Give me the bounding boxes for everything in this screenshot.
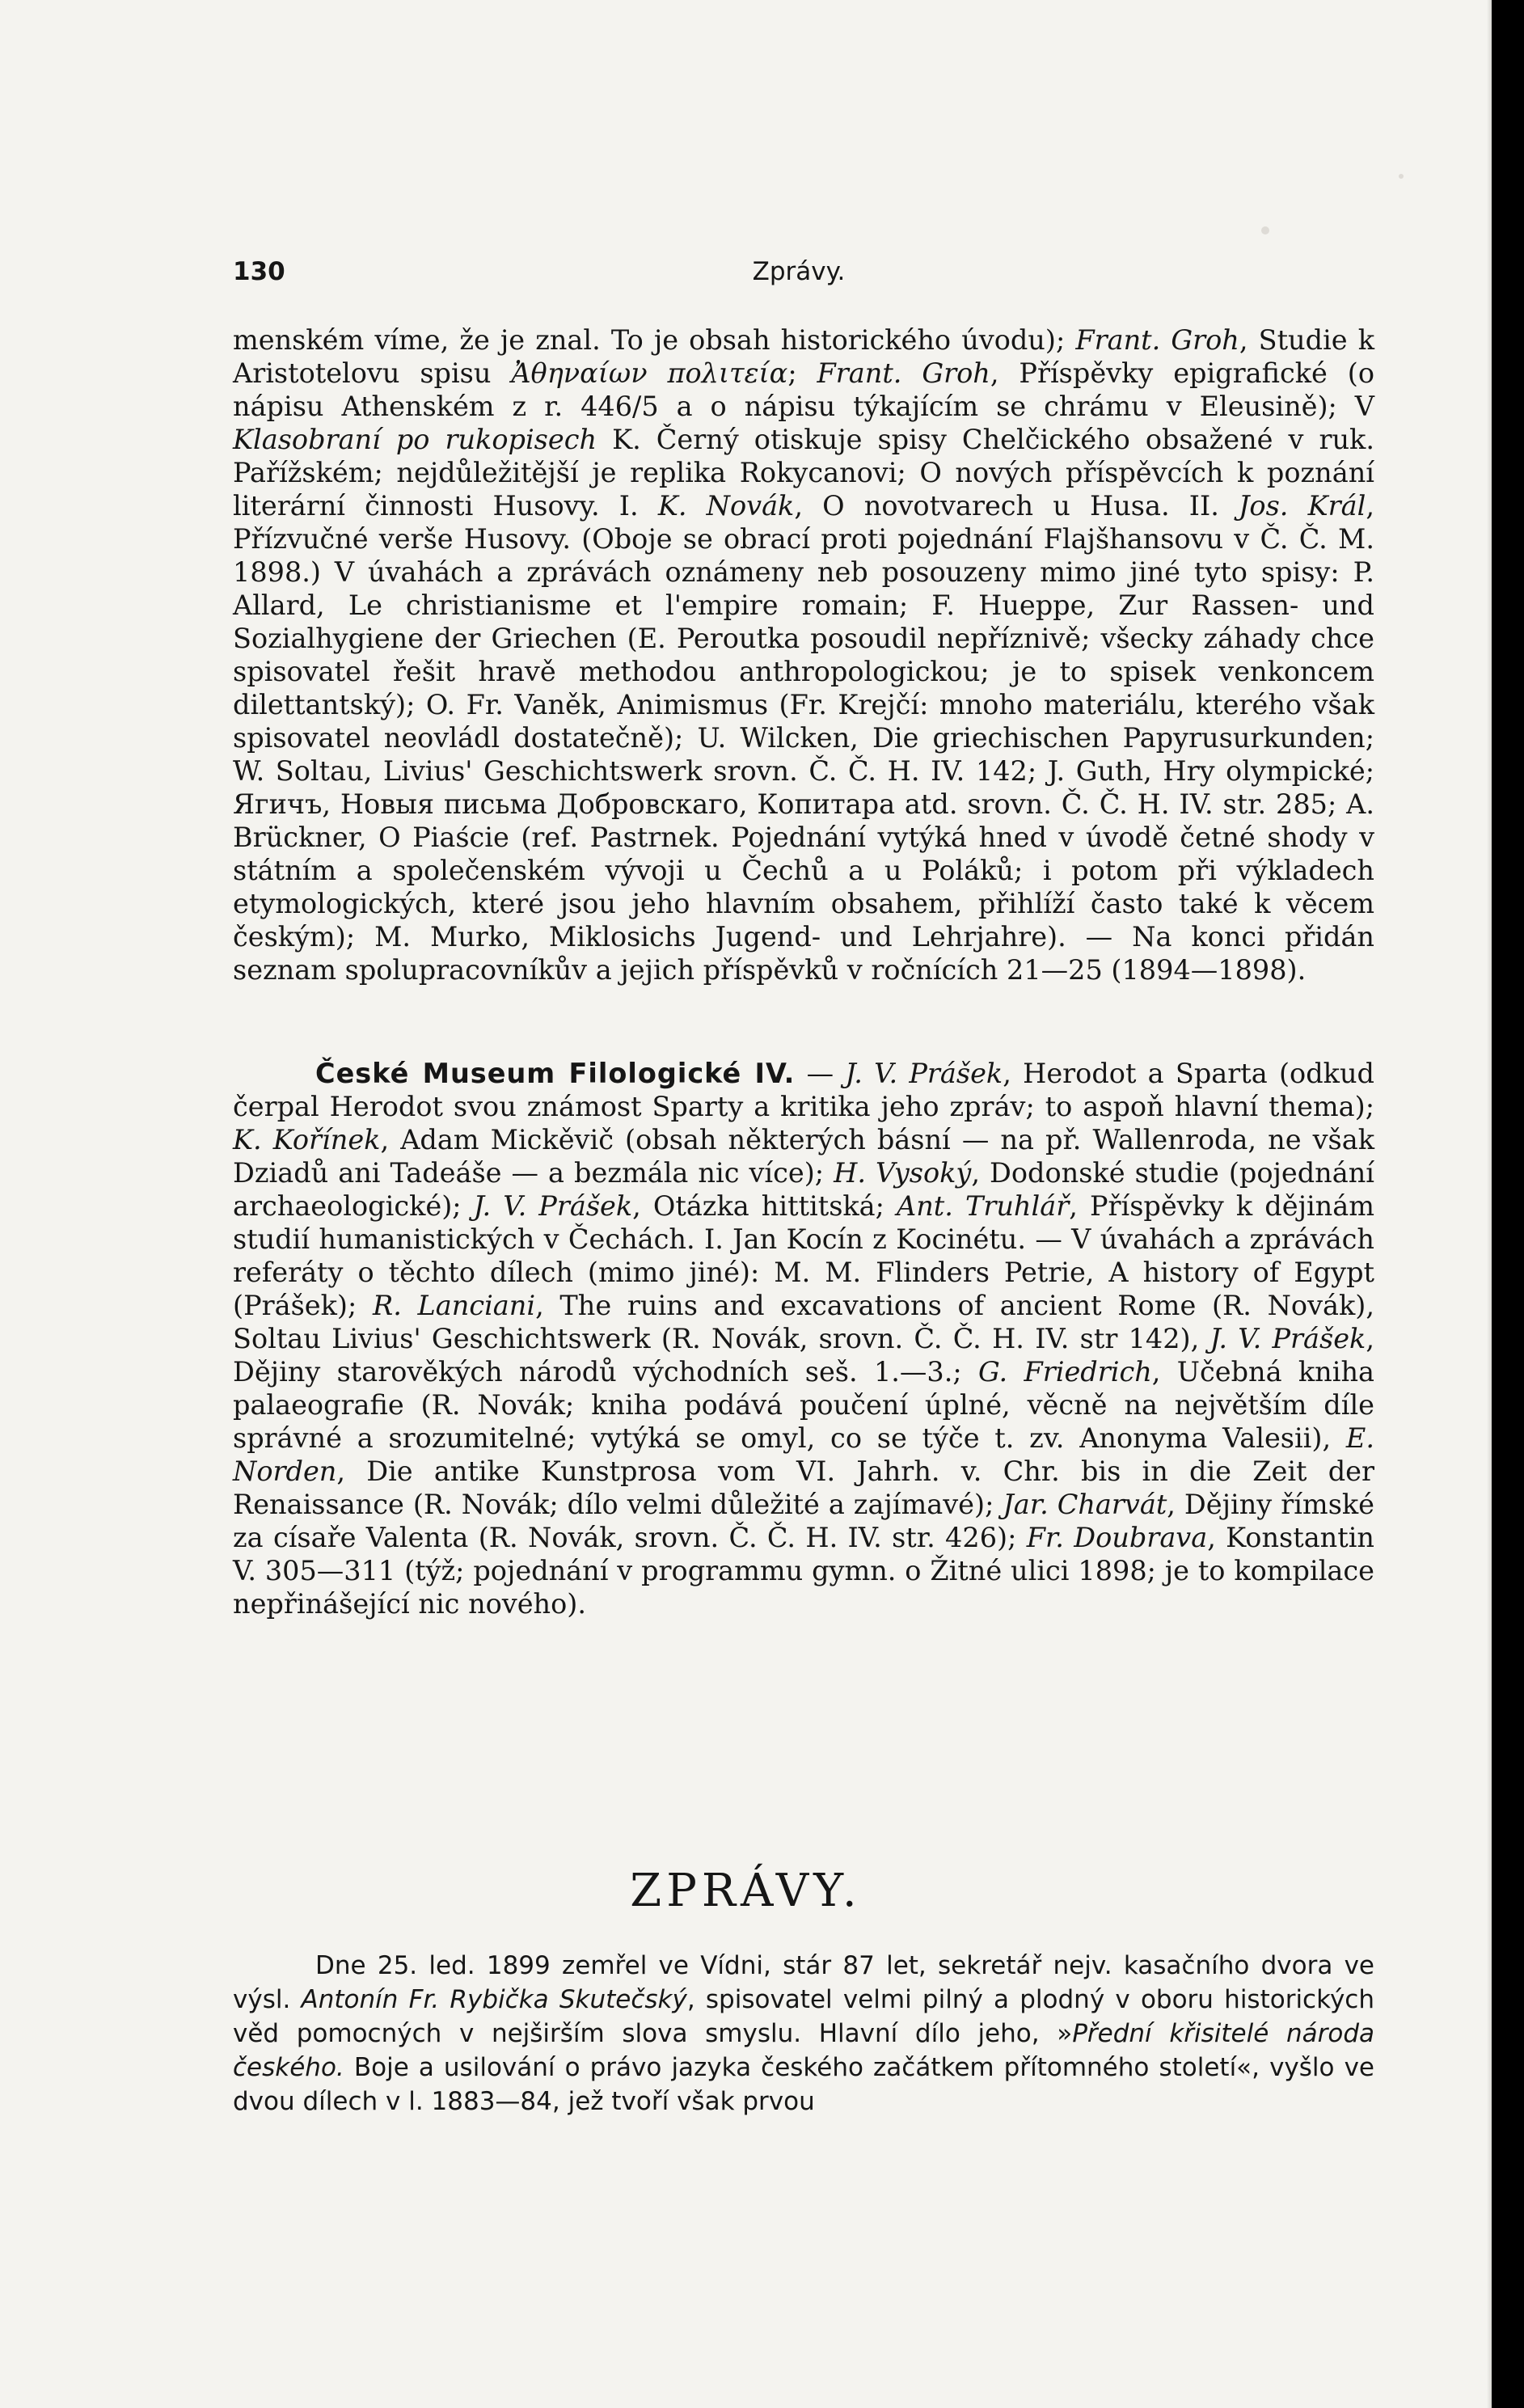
page-number: 130 [233,257,285,286]
author-name: K. Kořínek [233,1124,381,1155]
text: Dne 25. led. 1899 zemřel ve Vídni, stár 87 let, sekretář nejv. kasačního dvora ve výsl. [233,1951,1374,2014]
text: K. Černý otiskuje spisy Chelčického obsažené v ruk. Pařížském; nejdůležitější je replika Rokycanovi; O nových příspěvcích k poznání literární činnosti Husovy. I. [233,424,1374,522]
author-name: Frant. Groh [1075,324,1239,356]
running-title: Zprávy. [752,257,846,286]
section-title: ZPRÁVY. [630,1864,862,1917]
text: menském víme, že je znal. To je obsah historického úvodu); [233,324,1076,356]
text: , O novotvarech u Husa. II. [794,490,1239,522]
text: , The ruins and excavations of ancient Rome (R. Novák), Soltau Livius' Geschichtswerk (R. Novák, srovn. Č. Č. H. IV. str 142), [233,1290,1374,1354]
author-name: R. Lanciani [372,1290,536,1321]
text: , Adam Mickěvič (obsah některých básní — na př. Wallenroda, ne však Dziadů ani Tadeáše — a bezmála nic více); [233,1124,1374,1189]
author-name: J. V. Prášek [845,1058,1003,1089]
author-name: J. V. Prášek [1209,1323,1366,1354]
author-name: J. V. Prášek [473,1190,633,1222]
text: , Otázka hittitská; [632,1190,897,1222]
text: , Die antike Kunstprosa vom VI. Jahrh. v. Chr. bis in die Zeit der Renaissance (R. Novák; dílo velmi důležité a zajímavé); [233,1455,1374,1520]
author-name: Fr. Doubrava [1026,1522,1208,1553]
text: , Dodonské studie (pojednání archaeologické); [233,1157,1374,1222]
text: , Herodot a Sparta (odkud čerpal Herodot svou známost Sparty a kritika jeho zpráv; to aspoň hlavní thema); [233,1058,1374,1122]
author-name: K. Novák [657,490,795,522]
paper-stain [1261,226,1269,234]
text: , Dějiny římské za císaře Valenta (R. Novák, srovn. Č. Č. H. IV. str. 426); [233,1489,1375,1553]
author-name: H. Vysoký [834,1157,972,1189]
text: , Učebná kniha palaeografie (R. Novák; kniha podává poučení úplné, věcně na největším díle správné a srozumitelné; vytýká se omyl, co se týče t. zv. Anonyma Valesii), [233,1356,1374,1454]
text: , Studie k Aristotelovu spisu [233,324,1375,389]
text: , spisovatel velmi pilný a plodný v oboru historických věd pomocných v nejširším slova smyslu. Hlavní dílo jeho, » [233,1985,1374,2048]
paragraph-cmf [233,1057,1374,1620]
page-header [233,257,1365,298]
journal-title: České Museum Filologické IV. [315,1058,796,1089]
author-name: Ant. Truhlář [897,1190,1070,1222]
author-name: E. Norden [233,1422,1374,1487]
author-name: Jar. Charvát [1003,1489,1167,1520]
work-title: Klasobraní po rukopisech [233,424,597,455]
person-name: Antonín Fr. Rybička Skutečský [301,1985,687,2014]
author-name: G. Friedrich [977,1356,1152,1388]
paragraph-continuation [233,323,1374,986]
text: , Konstantin V. 305—311 (týž; pojednání v programmu gymn. o Žitné ulici 1898; je to kompilace nepřinášející nic nového). [233,1522,1375,1620]
news-paragraph [233,1949,1374,2119]
author-name: Jos. Král [1239,490,1366,522]
text: ; [787,357,817,389]
text: , Příspěvky epigrafické (o nápisu Athenském z r. 446/5 a o nápisu týkajícím se chrámu v Eleusině); V [233,357,1374,422]
text: , Přízvučné verše Husovy. (Oboje se obrací proti pojednání Flajšhansovu v Č. Č. M. 1898.) V úvahách a zprávách oznámeny neb posouzeny mimo jiné tyto spisy: P. Allard, Le christianisme et l'empire romain; F. Hueppe, Zur Rassen- und Sozialhygiene der Griechen (E. Peroutka posoudil nepříznivě; všecky záhady chce spisovatel řešit hravě methodou anthropologickou; je to spisek venkoncem dilettantský); O. Fr. Vaněk, Animismus (Fr. Krejčí: mnoho materiálu, kterého však spisovatel neovládl dostatečně); U. Wilcken, Die griechischen Papyrusurkunden; W. Soltau, Livius' Geschichtswerk srovn. Č. Č. H. IV. 142; J. Guth, Hry olympické; Ягичъ, Новыя письма Добровскаго, Копитара atd. srovn. Č. Č. H. IV. str. 285; A. Brückner, O Piaście (ref. Pastrnek. Pojednání vytýká hned v úvodě četné shody v státním a společenském vývoji u Čechů a u Poláků; i potom při výkladech etymologických, které jsou jeho hlavním obsahem, přihlíží často také k věcem českým); M. Murko, Miklosichs Jugend- und Lehrjahre). — Na konci přidán seznam spolupracovníkův a jejich příspěvků v ročnících 21—25 (1894—1898). [233,490,1374,986]
text: , Příspěvky k dějinám studií humanistických v Čechách. I. Jan Kocín z Kocinétu. — V úvahách a zprávách referáty o těchto dílech (mimo jiné): M. M. Flinders Petrie, A history of Egypt (Prášek); [233,1190,1374,1321]
text: Boje a usilování o právo jazyka českého začátkem přítomného století«, vyšlo ve dvou dílech v l. 1883—84, jež tvoří však prvou [233,2053,1374,2116]
text: — [795,1058,846,1089]
greek-title: Ἀθηναίων πολιτεία [511,357,788,389]
paper-stain [1399,174,1404,179]
work-title: Přední křisitelé národa českého. [233,2019,1374,2082]
text: , Dějiny starověkých národů východních seš. 1.—3.; [233,1323,1374,1388]
author-name: Frant. Groh [817,357,990,389]
